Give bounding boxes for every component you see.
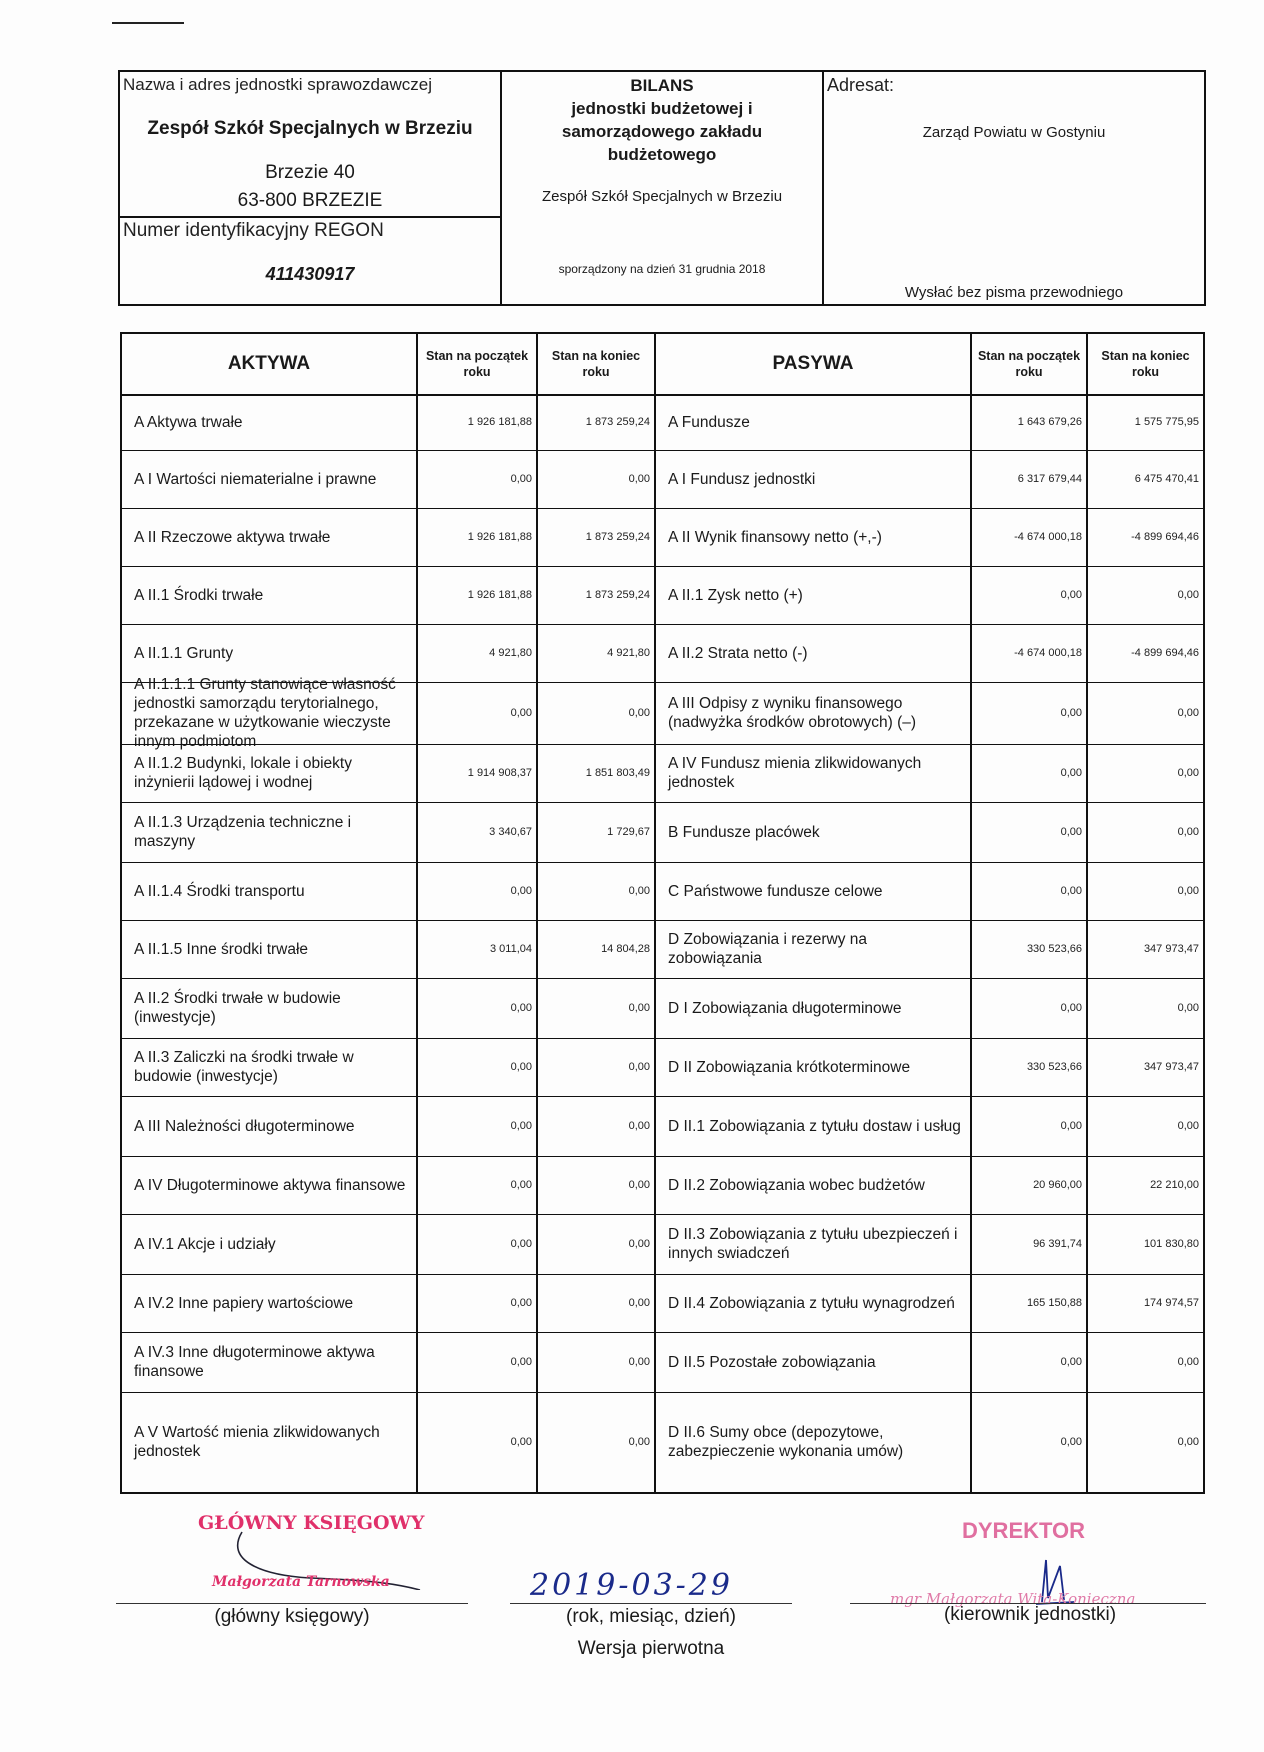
prepared-date: sporządzony na dzień 31 grudnia 2018 bbox=[558, 262, 766, 276]
liability-start-value: 330 523,66 bbox=[1026, 1061, 1082, 1073]
header-pasywa: PASYWA bbox=[772, 353, 854, 374]
asset-end-value: 0,00 bbox=[628, 1238, 650, 1250]
asset-start-value: 1 926 181,88 bbox=[467, 589, 532, 601]
liability-end-value: 0,00 bbox=[1177, 707, 1199, 719]
asset-label: A II.1.5 Inne środki trwałe bbox=[134, 940, 309, 958]
asset-end-value: 4 921,80 bbox=[607, 647, 650, 659]
liability-start-value: 330 523,66 bbox=[1026, 943, 1082, 955]
liability-start-value: 165 150,88 bbox=[1026, 1297, 1082, 1309]
header-start-liabilities: Stan na początek roku bbox=[977, 349, 1081, 379]
asset-label: A IV.1 Akcje i udziały bbox=[134, 1235, 276, 1253]
asset-start-value: 0,00 bbox=[510, 1120, 532, 1132]
asset-end-value: 0,00 bbox=[628, 885, 650, 897]
liability-start-value: 1 643 679,26 bbox=[1017, 416, 1082, 428]
liability-label: C Państwowe fundusze celowe bbox=[668, 882, 883, 900]
asset-start-value: 3 011,04 bbox=[489, 943, 532, 955]
liability-start-value: 96 391,74 bbox=[1033, 1238, 1082, 1250]
header-aktywa: AKTYWA bbox=[227, 353, 311, 374]
liability-label: A I Fundusz jednostki bbox=[668, 470, 816, 488]
asset-start-value: 0,00 bbox=[510, 473, 532, 485]
director-name-stamp: mgr Małgorzata Wita-Konieczna bbox=[890, 1590, 1136, 1608]
asset-label: A III Należności długoterminowe bbox=[134, 1117, 355, 1135]
asset-start-value: 0,00 bbox=[510, 1356, 532, 1368]
liability-end-value: -4 899 694,46 bbox=[1131, 531, 1199, 543]
asset-label: A Aktywa trwałe bbox=[134, 413, 243, 431]
asset-end-value: 1 729,67 bbox=[607, 826, 650, 838]
asset-end-value: 1 873 259,24 bbox=[585, 589, 650, 601]
liability-end-value: 0,00 bbox=[1177, 767, 1199, 779]
asset-end-value: 0,00 bbox=[628, 707, 650, 719]
version-label: Wersja pierwotna bbox=[577, 1638, 725, 1659]
balance-table bbox=[120, 332, 1205, 1494]
asset-start-value: 0,00 bbox=[510, 1179, 532, 1191]
liability-end-value: 101 830,80 bbox=[1143, 1238, 1199, 1250]
header-end-liabilities: Stan na koniec roku bbox=[1101, 349, 1190, 379]
send-note: Wysłać bez pisma przewodniego bbox=[904, 284, 1124, 301]
asset-label: A I Wartości niematerialne i prawne bbox=[134, 470, 377, 488]
liability-end-value: 0,00 bbox=[1177, 1002, 1199, 1014]
liability-start-value: -4 674 000,18 bbox=[1014, 647, 1082, 659]
liability-end-value: 0,00 bbox=[1177, 885, 1199, 897]
asset-end-value: 0,00 bbox=[628, 473, 650, 485]
asset-end-value: 0,00 bbox=[628, 1436, 650, 1448]
liability-label: A IV Fundusz mienia zlikwidowanych jednostek bbox=[668, 755, 922, 791]
recipient-label: Adresat: bbox=[827, 75, 895, 95]
director-caption: (kierownik jednostki) bbox=[943, 1604, 1117, 1625]
asset-label: A II.1.4 Środki transportu bbox=[134, 882, 305, 900]
asset-end-value: 0,00 bbox=[628, 1002, 650, 1014]
liability-start-value: -4 674 000,18 bbox=[1014, 531, 1082, 543]
asset-label: A II.1.1 Grunty bbox=[134, 644, 234, 662]
liability-start-value: 0,00 bbox=[1060, 1002, 1082, 1014]
top-scan-mark bbox=[112, 22, 184, 24]
liability-start-value: 0,00 bbox=[1060, 1120, 1082, 1132]
liability-label: D II.6 Sumy obce (depozytowe, zabezpieczenie wykonania umów) bbox=[668, 1424, 904, 1460]
liability-end-value: 347 973,47 bbox=[1143, 1061, 1199, 1073]
asset-label: A II.1.3 Urządzenia techniczne i maszyny bbox=[134, 814, 352, 850]
recipient-name: Zarząd Powiatu w Gostyniu bbox=[922, 124, 1106, 141]
accountant-signature-line bbox=[116, 1603, 468, 1604]
title-line-3: samorządowego zakładu bbox=[561, 122, 763, 141]
liability-label: D II Zobowiązania krótkoterminowe bbox=[668, 1058, 911, 1076]
asset-end-value: 0,00 bbox=[628, 1356, 650, 1368]
asset-label: A IV.3 Inne długoterminowe aktywa finansowe bbox=[134, 1344, 375, 1380]
unit-name-label: Nazwa i adres jednostki sprawozdawczej bbox=[123, 75, 432, 94]
title-unit-name: Zespół Szkół Specjalnych w Brzeziu bbox=[541, 188, 783, 205]
asset-end-value: 1 873 259,24 bbox=[585, 531, 650, 543]
header-end-assets: Stan na koniec roku bbox=[551, 349, 641, 379]
asset-end-value: 0,00 bbox=[628, 1120, 650, 1132]
regon-label: Numer identyfikacyjny REGON bbox=[123, 220, 384, 241]
liability-label: A III Odpisy z wyniku finansowego (nadwyżka środków obrotowych) (–) bbox=[668, 695, 917, 731]
title-line-4: budżetowego bbox=[607, 145, 717, 164]
liability-start-value: 0,00 bbox=[1060, 767, 1082, 779]
liability-label: D Zobowiązania i rezerwy na zobowiązania bbox=[668, 931, 868, 967]
asset-start-value: 1 926 181,88 bbox=[467, 531, 532, 543]
liability-start-value: 0,00 bbox=[1060, 589, 1082, 601]
liability-start-value: 0,00 bbox=[1060, 826, 1082, 838]
asset-start-value: 4 921,80 bbox=[489, 647, 532, 659]
liability-label: D II.4 Zobowiązania z tytułu wynagrodzeń bbox=[668, 1294, 955, 1312]
asset-start-value: 0,00 bbox=[510, 1297, 532, 1309]
handwritten-date: 2019-03-29 bbox=[530, 1568, 733, 1603]
asset-end-value: 0,00 bbox=[628, 1061, 650, 1073]
title-section bbox=[502, 72, 824, 304]
recipient-section bbox=[824, 72, 1204, 304]
asset-label: A II.2 Środki trwałe w budowie (inwestycje) bbox=[134, 990, 341, 1026]
asset-label: A II.1.1.1 Grunty stanowiące własność jednostki samorządu terytorialnego, przekazane w użytkowanie wieczyste innym podmiotom bbox=[134, 676, 396, 750]
asset-start-value: 0,00 bbox=[510, 1238, 532, 1250]
liability-end-value: 347 973,47 bbox=[1143, 943, 1199, 955]
asset-start-value: 1 926 181,88 bbox=[467, 416, 532, 428]
accountant-name-stamp: Małgorzata Tarnowska bbox=[212, 1574, 390, 1590]
liability-label: D II.2 Zobowiązania wobec budżetów bbox=[668, 1176, 925, 1194]
liability-label: D I Zobowiązania długoterminowe bbox=[668, 999, 902, 1017]
asset-label: A V Wartość mienia zlikwidowanych jednostek bbox=[134, 1424, 380, 1460]
asset-start-value: 0,00 bbox=[510, 1436, 532, 1448]
asset-end-value: 1 873 259,24 bbox=[585, 416, 650, 428]
asset-end-value: 0,00 bbox=[628, 1297, 650, 1309]
liability-end-value: 0,00 bbox=[1177, 826, 1199, 838]
liability-label: A Fundusze bbox=[668, 413, 750, 431]
report-header bbox=[118, 70, 1206, 306]
liability-end-value: -4 899 694,46 bbox=[1131, 647, 1199, 659]
liability-label: D II.1 Zobowiązania z tytułu dostaw i usług bbox=[668, 1117, 961, 1135]
liability-end-value: 0,00 bbox=[1177, 1356, 1199, 1368]
liability-label: D II.5 Pozostałe zobowiązania bbox=[668, 1353, 876, 1371]
regon-divider bbox=[120, 216, 500, 218]
liability-end-value: 0,00 bbox=[1177, 1436, 1199, 1448]
asset-start-value: 3 340,67 bbox=[489, 826, 532, 838]
address-line-2: 63-800 BRZEZIE bbox=[237, 190, 383, 211]
liability-start-value: 0,00 bbox=[1060, 885, 1082, 897]
asset-end-value: 0,00 bbox=[628, 1179, 650, 1191]
asset-label: A IV Długoterminowe aktywa finansowe bbox=[134, 1176, 406, 1194]
title-line-1: BILANS bbox=[630, 76, 694, 95]
asset-end-value: 14 804,28 bbox=[601, 943, 650, 955]
asset-label: A IV.2 Inne papiery wartościowe bbox=[134, 1294, 354, 1312]
liability-end-value: 22 210,00 bbox=[1150, 1179, 1199, 1191]
liability-end-value: 0,00 bbox=[1177, 1120, 1199, 1132]
liability-label: D II.3 Zobowiązania z tytułu ubezpieczeń i innych swiadczeń bbox=[668, 1226, 958, 1262]
liability-start-value: 0,00 bbox=[1060, 1356, 1082, 1368]
asset-start-value: 1 914 908,37 bbox=[467, 767, 532, 779]
liability-label: A II.1 Zysk netto (+) bbox=[668, 586, 803, 604]
title-line-2: jednostki budżetowej i bbox=[571, 99, 753, 118]
liability-label: B Fundusze placówek bbox=[668, 823, 820, 841]
liability-start-value: 6 317 679,44 bbox=[1017, 473, 1082, 485]
date-line bbox=[510, 1603, 792, 1604]
accountant-stamp: GŁÓWNY KSIĘGOWY bbox=[198, 1512, 425, 1534]
liability-end-value: 1 575 775,95 bbox=[1134, 416, 1199, 428]
liability-end-value: 6 475 470,41 bbox=[1134, 473, 1199, 485]
liability-start-value: 0,00 bbox=[1060, 707, 1082, 719]
address-line-1: Brzezie 40 bbox=[265, 162, 355, 183]
accountant-caption: (główny księgowy) bbox=[214, 1606, 370, 1627]
liability-end-value: 0,00 bbox=[1177, 589, 1199, 601]
liability-start-value: 0,00 bbox=[1060, 1436, 1082, 1448]
reporting-unit-section bbox=[120, 72, 502, 304]
asset-label: A II.1 Środki trwałe bbox=[134, 586, 264, 604]
liability-start-value: 20 960,00 bbox=[1033, 1179, 1082, 1191]
header-start-assets: Stan na początek roku bbox=[425, 349, 529, 379]
asset-start-value: 0,00 bbox=[510, 1002, 532, 1014]
asset-label: A II Rzeczowe aktywa trwałe bbox=[134, 528, 331, 546]
asset-label: A II.3 Zaliczki na środki trwałe w budowie (inwestycje) bbox=[134, 1049, 354, 1085]
asset-start-value: 0,00 bbox=[510, 885, 532, 897]
regon-number: 411430917 bbox=[265, 264, 355, 284]
asset-end-value: 1 851 803,49 bbox=[585, 767, 650, 779]
asset-start-value: 0,00 bbox=[510, 1061, 532, 1073]
asset-start-value: 0,00 bbox=[510, 707, 532, 719]
liability-end-value: 174 974,57 bbox=[1143, 1297, 1199, 1309]
liability-label: A II Wynik finansowy netto (+,-) bbox=[668, 528, 882, 546]
asset-label: A II.1.2 Budynki, lokale i obiekty inżynierii lądowej i wodnej bbox=[134, 755, 352, 791]
liability-label: A II.2 Strata netto (-) bbox=[668, 644, 808, 662]
director-stamp: DYREKTOR bbox=[962, 1518, 1086, 1543]
unit-name: Zespół Szkół Specjalnych w Brzeziu bbox=[147, 118, 473, 139]
date-caption: (rok, miesiąc, dzień) bbox=[566, 1606, 736, 1627]
